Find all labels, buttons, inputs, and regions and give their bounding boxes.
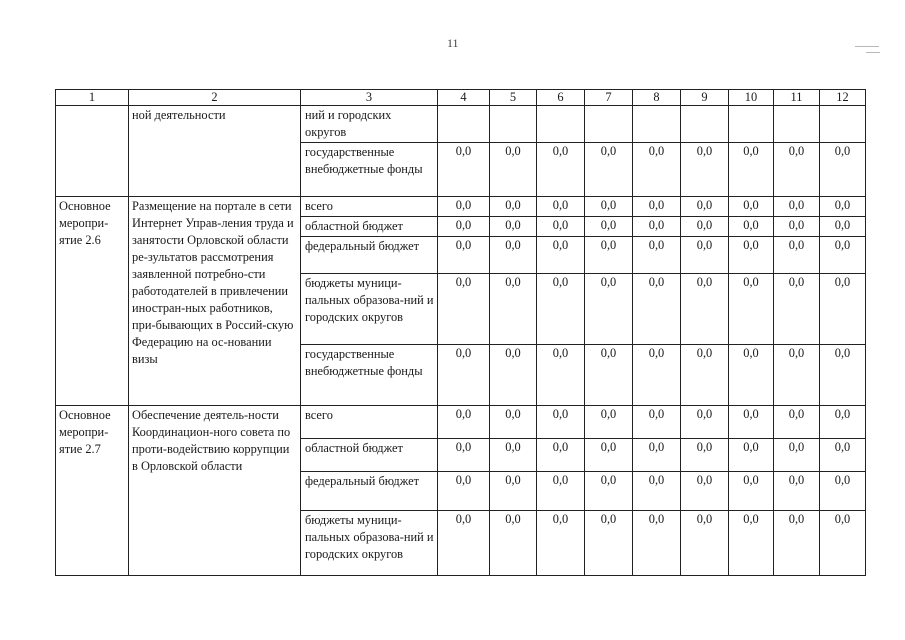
value-cell: 0,0 bbox=[729, 274, 774, 345]
value-cell: 0,0 bbox=[820, 143, 866, 197]
funding-source: всего bbox=[301, 197, 438, 217]
value-cell: 0,0 bbox=[537, 237, 585, 274]
column-number: 6 bbox=[537, 90, 585, 106]
value-cell bbox=[633, 106, 681, 143]
value-cell: 0,0 bbox=[820, 406, 866, 439]
value-cell: 0,0 bbox=[729, 472, 774, 511]
value-cell: 0,0 bbox=[729, 406, 774, 439]
value-cell: 0,0 bbox=[490, 197, 537, 217]
column-number: 9 bbox=[681, 90, 729, 106]
funding-source: бюджеты муници-пальных образова-ний и городских округов bbox=[301, 274, 438, 345]
table-row bbox=[56, 197, 866, 217]
value-cell: 0,0 bbox=[820, 439, 866, 472]
value-cell: 0,0 bbox=[681, 511, 729, 576]
value-cell: 0,0 bbox=[681, 274, 729, 345]
value-cell bbox=[490, 106, 537, 143]
value-cell: 0,0 bbox=[633, 472, 681, 511]
value-cell: 0,0 bbox=[537, 197, 585, 217]
value-cell: 0,0 bbox=[537, 345, 585, 406]
value-cell: 0,0 bbox=[729, 345, 774, 406]
value-cell: 0,0 bbox=[438, 511, 490, 576]
value-cell: 0,0 bbox=[633, 217, 681, 237]
value-cell: 0,0 bbox=[585, 237, 633, 274]
value-cell: 0,0 bbox=[633, 237, 681, 274]
value-cell: 0,0 bbox=[729, 217, 774, 237]
value-cell: 0,0 bbox=[490, 237, 537, 274]
column-number: 10 bbox=[729, 90, 774, 106]
value-cell bbox=[820, 106, 866, 143]
value-cell: 0,0 bbox=[585, 197, 633, 217]
column-number: 7 bbox=[585, 90, 633, 106]
value-cell: 0,0 bbox=[774, 345, 820, 406]
column-number: 8 bbox=[633, 90, 681, 106]
value-cell: 0,0 bbox=[585, 345, 633, 406]
value-cell: 0,0 bbox=[820, 472, 866, 511]
value-cell: 0,0 bbox=[774, 472, 820, 511]
value-cell: 0,0 bbox=[774, 406, 820, 439]
value-cell bbox=[537, 106, 585, 143]
value-cell: 0,0 bbox=[585, 274, 633, 345]
value-cell: 0,0 bbox=[585, 439, 633, 472]
activity-description: Размещение на портале в сети Интернет Управ-ления труда и занятости Орловской области ре-зультатов рассмотрения заявленной потребно-сти работодателей в привлечении иностран-ных работников, при-бывающих в Россий-скую Федерацию на ос-новании визы bbox=[129, 197, 301, 406]
value-cell: 0,0 bbox=[490, 217, 537, 237]
funding-source: государственные внебюджетные фонды bbox=[301, 143, 438, 197]
value-cell: 0,0 bbox=[537, 511, 585, 576]
funding-source: областной бюджет bbox=[301, 217, 438, 237]
value-cell: 0,0 bbox=[774, 511, 820, 576]
value-cell: 0,0 bbox=[729, 439, 774, 472]
value-cell: 0,0 bbox=[438, 274, 490, 345]
value-cell: 0,0 bbox=[729, 511, 774, 576]
value-cell: 0,0 bbox=[633, 274, 681, 345]
value-cell: 0,0 bbox=[537, 439, 585, 472]
value-cell: 0,0 bbox=[729, 143, 774, 197]
value-cell: 0,0 bbox=[774, 237, 820, 274]
value-cell: 0,0 bbox=[820, 511, 866, 576]
value-cell: 0,0 bbox=[537, 274, 585, 345]
value-cell: 0,0 bbox=[820, 217, 866, 237]
value-cell: 0,0 bbox=[820, 345, 866, 406]
value-cell bbox=[681, 106, 729, 143]
value-cell: 0,0 bbox=[537, 406, 585, 439]
value-cell: 0,0 bbox=[490, 143, 537, 197]
column-number: 12 bbox=[820, 90, 866, 106]
funding-source: федеральный бюджет bbox=[301, 472, 438, 511]
value-cell: 0,0 bbox=[633, 511, 681, 576]
value-cell: 0,0 bbox=[537, 472, 585, 511]
value-cell: 0,0 bbox=[438, 237, 490, 274]
value-cell: 0,0 bbox=[438, 472, 490, 511]
activity-description: Обеспечение деятель-ности Координацион-ного совета по проти-водействию коррупции в Орловской области bbox=[129, 406, 301, 576]
value-cell: 0,0 bbox=[681, 406, 729, 439]
funding-source: бюджеты муници-пальных образова-ний и городских округов bbox=[301, 511, 438, 576]
column-number: 2 bbox=[129, 90, 301, 106]
value-cell: 0,0 bbox=[490, 406, 537, 439]
value-cell: 0,0 bbox=[774, 274, 820, 345]
value-cell: 0,0 bbox=[681, 237, 729, 274]
value-cell: 0,0 bbox=[585, 406, 633, 439]
value-cell: 0,0 bbox=[774, 197, 820, 217]
table-row bbox=[56, 106, 866, 143]
value-cell bbox=[438, 106, 490, 143]
activity-code bbox=[56, 106, 129, 197]
value-cell: 0,0 bbox=[537, 217, 585, 237]
column-number: 5 bbox=[490, 90, 537, 106]
value-cell: 0,0 bbox=[438, 406, 490, 439]
value-cell: 0,0 bbox=[585, 143, 633, 197]
value-cell: 0,0 bbox=[633, 439, 681, 472]
funding-source: ний и городских округов bbox=[301, 106, 438, 143]
value-cell: 0,0 bbox=[490, 472, 537, 511]
value-cell: 0,0 bbox=[490, 511, 537, 576]
value-cell: 0,0 bbox=[681, 439, 729, 472]
value-cell: 0,0 bbox=[490, 274, 537, 345]
funding-source: всего bbox=[301, 406, 438, 439]
scan-mark bbox=[855, 46, 879, 47]
value-cell: 0,0 bbox=[820, 197, 866, 217]
value-cell: 0,0 bbox=[438, 439, 490, 472]
value-cell: 0,0 bbox=[681, 217, 729, 237]
value-cell bbox=[729, 106, 774, 143]
value-cell: 0,0 bbox=[633, 197, 681, 217]
activity-description: ной деятельности bbox=[129, 106, 301, 197]
value-cell: 0,0 bbox=[438, 345, 490, 406]
value-cell: 0,0 bbox=[820, 274, 866, 345]
value-cell: 0,0 bbox=[774, 439, 820, 472]
page-number: 11 bbox=[447, 36, 459, 50]
activity-code: Основное меропри-ятие 2.7 bbox=[56, 406, 129, 576]
value-cell: 0,0 bbox=[681, 472, 729, 511]
value-cell: 0,0 bbox=[681, 345, 729, 406]
column-number: 3 bbox=[301, 90, 438, 106]
funding-source: федеральный бюджет bbox=[301, 237, 438, 274]
budget-table bbox=[55, 89, 866, 576]
column-number: 4 bbox=[438, 90, 490, 106]
value-cell: 0,0 bbox=[774, 143, 820, 197]
value-cell: 0,0 bbox=[681, 143, 729, 197]
column-number: 1 bbox=[56, 90, 129, 106]
value-cell: 0,0 bbox=[729, 237, 774, 274]
value-cell: 0,0 bbox=[729, 197, 774, 217]
value-cell: 0,0 bbox=[585, 472, 633, 511]
column-number: 11 bbox=[774, 90, 820, 106]
column-number-row bbox=[56, 90, 866, 106]
activity-code: Основное меропри-ятие 2.6 bbox=[56, 197, 129, 406]
value-cell: 0,0 bbox=[438, 143, 490, 197]
value-cell: 0,0 bbox=[633, 143, 681, 197]
value-cell: 0,0 bbox=[490, 345, 537, 406]
value-cell bbox=[774, 106, 820, 143]
value-cell bbox=[585, 106, 633, 143]
value-cell: 0,0 bbox=[438, 217, 490, 237]
value-cell: 0,0 bbox=[585, 217, 633, 237]
value-cell: 0,0 bbox=[820, 237, 866, 274]
value-cell: 0,0 bbox=[774, 217, 820, 237]
value-cell: 0,0 bbox=[490, 439, 537, 472]
funding-source: государственные внебюджетные фонды bbox=[301, 345, 438, 406]
budget-table-wrapper bbox=[55, 89, 866, 576]
value-cell: 0,0 bbox=[438, 197, 490, 217]
funding-source: областной бюджет bbox=[301, 439, 438, 472]
value-cell: 0,0 bbox=[585, 511, 633, 576]
value-cell: 0,0 bbox=[681, 197, 729, 217]
scan-mark bbox=[866, 52, 880, 53]
value-cell: 0,0 bbox=[633, 406, 681, 439]
value-cell: 0,0 bbox=[537, 143, 585, 197]
table-row bbox=[56, 406, 866, 439]
value-cell: 0,0 bbox=[633, 345, 681, 406]
